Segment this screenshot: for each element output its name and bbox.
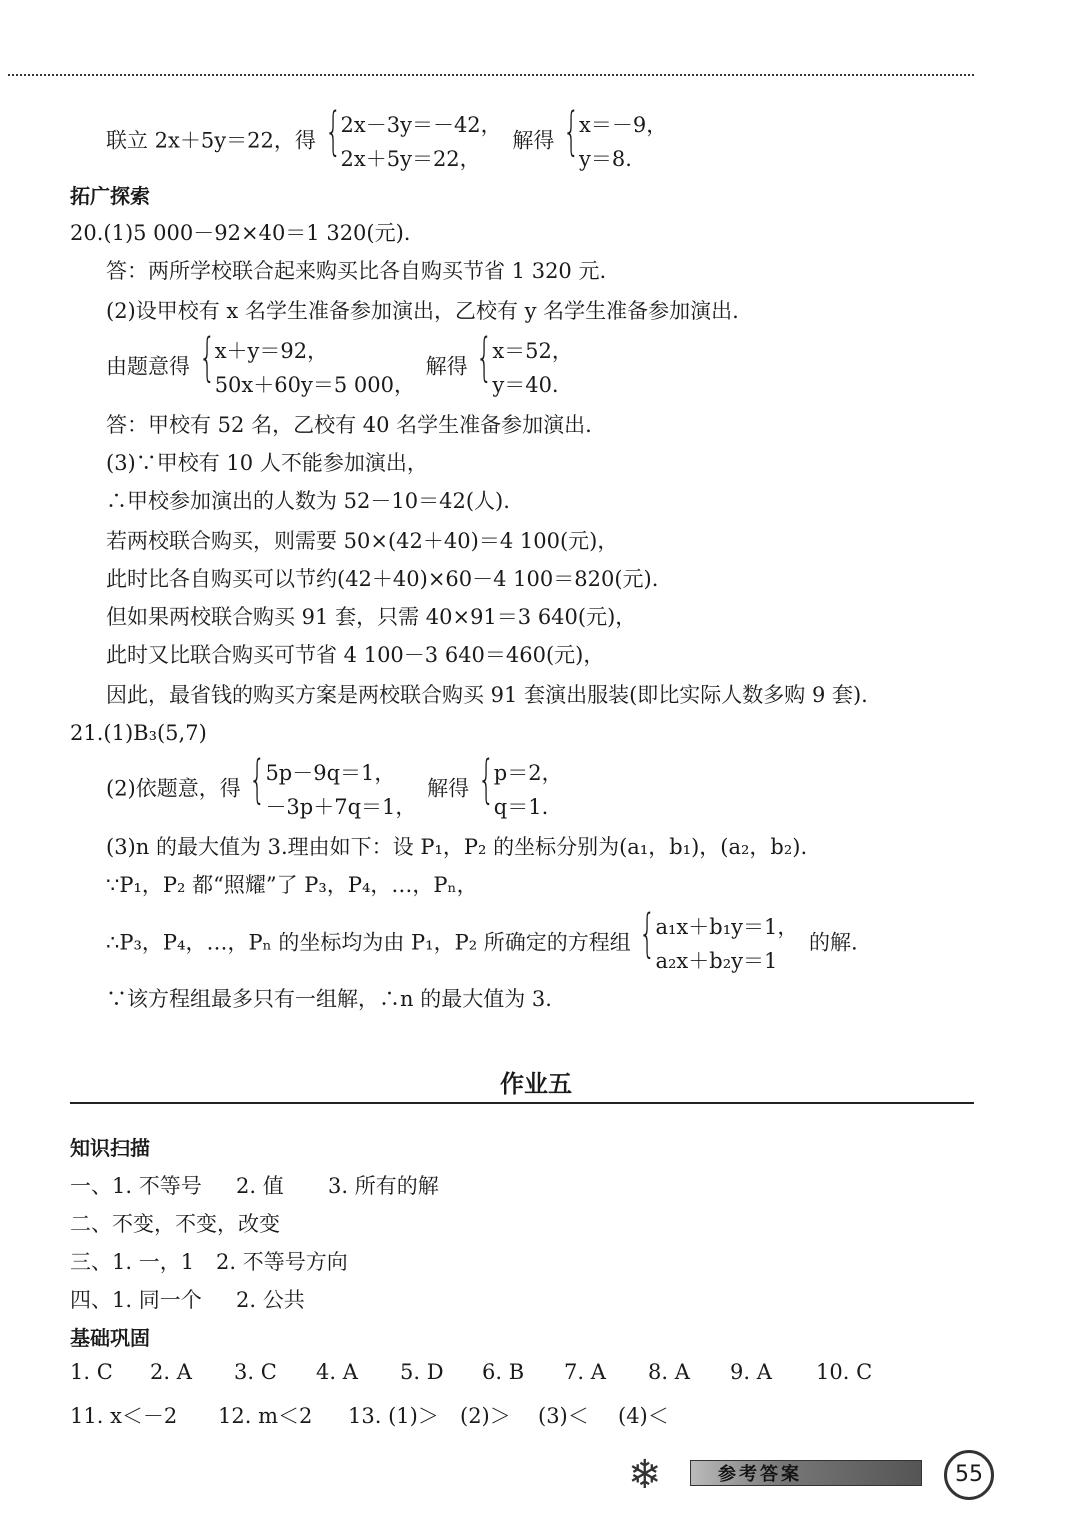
answer: (3)＜ <box>538 1404 589 1428</box>
eq: { x＝－9， <box>579 113 668 137</box>
q21-p3: (3)n 的最大值为 3.理由如下：设 P₁，P₂ 的坐标分别为(a₁，b₁)，(a₂，b₂). <box>106 835 808 859</box>
item: 2. 公共 <box>236 1288 305 1312</box>
q20-p10: 但如果两校联合购买 91 套，只需 40×91＝3 640(元)， <box>106 605 637 629</box>
section-rule <box>70 1102 974 1104</box>
answer: 10. C <box>816 1360 873 1384</box>
text: 联立 2x＋5y＝22，得 <box>106 128 316 153</box>
item: 3. 所有的解 <box>328 1174 439 1198</box>
footer-label: 参考答案 <box>718 1464 802 1485</box>
solution-system <box>480 756 563 824</box>
eq: y＝40. <box>492 373 559 397</box>
item: 四、1. 同一个 <box>70 1288 202 1312</box>
item: 一、1. 不等号 <box>70 1174 202 1198</box>
text: ∴P₃，P₄，…，Pₙ 的坐标均为由 P₁，P₂ 所确定的方程组 <box>106 930 631 955</box>
q21-p2 <box>106 756 567 824</box>
heading-zhishi: 知识扫描 <box>70 1136 150 1160</box>
answer: (4)＜ <box>618 1404 669 1428</box>
q21-p5 <box>106 910 858 978</box>
q21-p6: ∵该方程组最多只有一组解，∴n 的最大值为 3. <box>106 987 552 1011</box>
eq: q＝1. <box>493 795 549 819</box>
q21-p1: 21.(1)B₃(5,7) <box>70 721 207 745</box>
top-dotted-divider <box>8 74 974 76</box>
answer: 7. A <box>564 1360 606 1384</box>
page-footer <box>628 1448 1040 1498</box>
line-lianli <box>106 108 671 176</box>
page-number: 55 <box>944 1450 994 1500</box>
eq: 50x＋60y＝5 000， <box>214 373 415 397</box>
eq: －3p＋7q＝1， <box>265 795 417 819</box>
equation-system <box>327 108 502 176</box>
zs-row-2: 二、不变，不变，改变 <box>70 1212 280 1236</box>
q20-p5: 答：甲校有 52 名，乙校有 40 名学生准备参加演出. <box>106 413 592 437</box>
q20-p6: (3)∵甲校有 10 人不能参加演出， <box>106 451 428 475</box>
eq: { 5p－9q＝1， <box>265 761 396 785</box>
eq: { x＝52， <box>492 339 573 363</box>
item: 2. 不等号方向 <box>216 1250 348 1274</box>
solution-system <box>478 334 573 402</box>
heading-jichu: 基础巩固 <box>70 1326 150 1350</box>
answer: 5. D <box>400 1360 444 1384</box>
eq: { x＋y＝92， <box>214 339 329 363</box>
answer: 1. C <box>70 1360 113 1384</box>
eq: 2x＋5y＝22， <box>340 147 481 171</box>
answer: (2)＞ <box>460 1404 511 1428</box>
solution-system <box>565 108 667 176</box>
eq: { a₁x＋b₁y＝1， <box>655 915 799 939</box>
answer: 6. B <box>482 1360 525 1384</box>
equation-system <box>201 334 415 402</box>
text: 解得 <box>425 354 468 379</box>
text: 解得 <box>512 128 555 153</box>
eq: { p＝2， <box>493 761 563 785</box>
q20-p1: 20.(1)5 000－92×40＝1 320(元). <box>70 221 411 245</box>
answer: 8. A <box>648 1360 690 1384</box>
answer: 12. m＜2 <box>218 1404 313 1428</box>
eq: a₂x＋b₂y＝1 <box>655 949 778 973</box>
equation-system <box>251 756 416 824</box>
q20-p4 <box>106 334 577 402</box>
eq: { 2x－3y＝－42， <box>340 113 502 137</box>
answer: 13. (1)＞ <box>348 1404 439 1428</box>
heading-tuoguang: 拓广探索 <box>70 184 150 208</box>
text: 由题意得 <box>106 354 190 379</box>
q21-p4: ∵P₁，P₂ 都“照耀”了 P₃，P₄，…，Pₙ， <box>106 873 478 897</box>
q20-p11: 此时又比联合购买可节省 4 100－3 640＝460(元)， <box>106 643 605 667</box>
eq: y＝8. <box>579 147 632 171</box>
snowflake-icon: ❄ <box>628 1452 662 1498</box>
text: 解得 <box>427 776 470 801</box>
text: (2)依题意，得 <box>106 776 241 801</box>
equation-system <box>641 910 798 978</box>
answer: 2. A <box>150 1360 192 1384</box>
answer: 3. C <box>234 1360 277 1384</box>
text: 的解. <box>809 930 858 955</box>
answer: 9. A <box>730 1360 772 1384</box>
answer: 11. x＜－2 <box>70 1404 178 1428</box>
q20-p3: (2)设甲校有 x 名学生准备参加演出，乙校有 y 名学生准备参加演出. <box>106 299 739 323</box>
answer: 4. A <box>316 1360 358 1384</box>
q20-p9: 此时比各自购买可以节约(42＋40)×60－4 100＝820(元). <box>106 567 659 591</box>
q20-p2: 答：两所学校联合起来购买比各自购买节省 1 320 元. <box>106 259 607 283</box>
q20-p12: 因此，最省钱的购买方案是两校联合购买 91 套演出服装(即比实际人数多购 9 套). <box>106 683 868 707</box>
section-title: 作业五 <box>500 1070 572 1098</box>
q20-p8: 若两校联合购买，则需要 50×(42＋40)＝4 100(元)， <box>106 529 619 553</box>
q20-p7: ∴甲校参加演出的人数为 52－10＝42(人). <box>106 489 510 513</box>
item: 三、1. 一，1 <box>70 1250 195 1274</box>
item: 2. 值 <box>236 1174 284 1198</box>
